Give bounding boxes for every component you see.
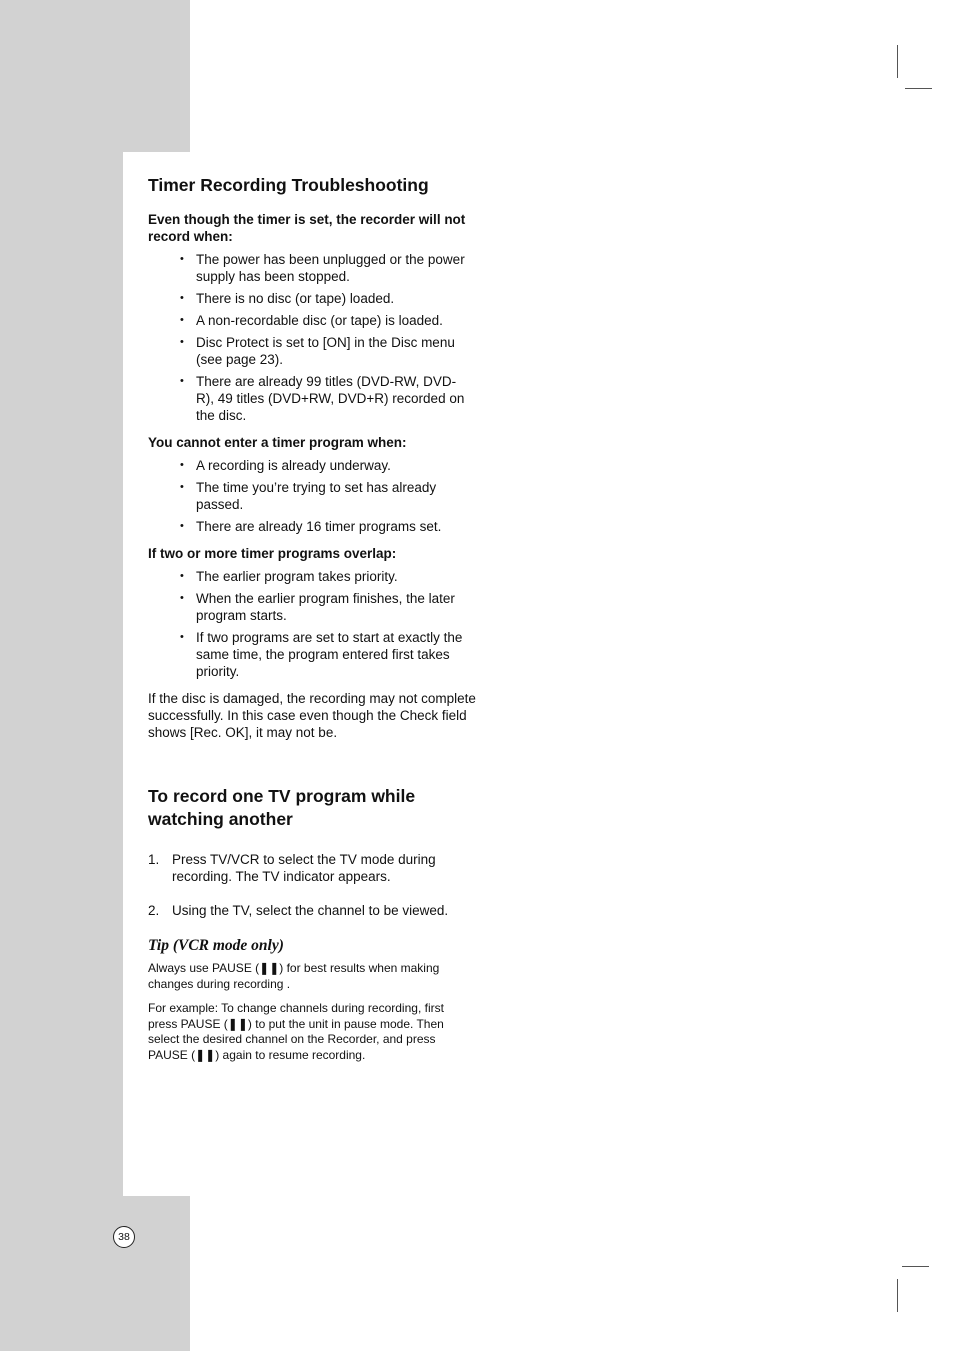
- bullet-list-not-record: [178, 251, 473, 424]
- bullet-item: • When the earlier program finishes, the later program starts.: [178, 590, 473, 624]
- closing-paragraph: If the disc is damaged, the recording may not complete successfully. In this case even though the Check field shows [Rec. OK], it may not be.: [148, 691, 476, 740]
- subheading-programs-overlap: If two or more timer programs overlap:: [148, 546, 397, 561]
- bullet-item: • The earlier program takes priority.: [178, 568, 473, 585]
- step-item: Press TV/VCR to select the TV mode during recording. The TV indicator appears.: [172, 852, 436, 884]
- bullet-item: • There is no disc (or tape) loaded.: [178, 290, 473, 307]
- bullet-item: • A non-recordable disc (or tape) is loaded.: [178, 312, 473, 329]
- crop-mark-top-right-vertical: [897, 45, 898, 78]
- crop-mark-top-right-horizontal: [905, 88, 932, 89]
- page-number-badge: [113, 1226, 135, 1248]
- bullet-item: • Disc Protect is set to [ON] in the Disc menu (see page 23).: [178, 334, 473, 368]
- bullet-item: • The power has been unplugged or the power supply has been stopped.: [178, 251, 473, 285]
- bullet-item: • The time you’re trying to set has already passed.: [178, 479, 473, 513]
- section-title-timer-troubleshooting: Timer Recording Troubleshooting: [148, 175, 429, 195]
- page-area: [123, 152, 954, 1196]
- tip-paragraph-2: For example: To change channels during recording, first press PAUSE (❚❚) to put the unit in pause mode. Then select the desired channel on the Recorder, and press PAUSE (❚❚) again to resume recording.: [148, 1001, 444, 1062]
- content-column: [148, 174, 490, 1072]
- bullet-item: • A recording is already underway.: [178, 457, 473, 474]
- numbered-steps: [148, 851, 483, 919]
- tip-paragraph-1: Always use PAUSE (❚❚) for best results when making changes during recording .: [148, 961, 440, 991]
- step-item: Using the TV, select the channel to be viewed.: [172, 903, 449, 918]
- bullet-list-overlap: [178, 568, 473, 680]
- section-title-record-while-watching: To record one TV program while watching another: [148, 786, 416, 829]
- crop-mark-bottom-right-vertical: [897, 1279, 898, 1312]
- subheading-cannot-enter-timer: You cannot enter a timer program when:: [148, 435, 407, 450]
- tip-heading: Tip (VCR mode only): [148, 937, 284, 954]
- bullet-item: • There are already 99 titles (DVD-RW, DVD-R), 49 titles (DVD+RW, DVD+R) recorded on the disc.: [178, 373, 473, 424]
- subheading-recorder-will-not-record: Even though the timer is set, the recorder will not record when:: [148, 212, 466, 244]
- bullet-item: • If two programs are set to start at exactly the same time, the program entered first takes priority.: [178, 629, 473, 680]
- bullet-item: • There are already 16 timer programs set.: [178, 518, 473, 535]
- page-number: 38: [118, 1231, 130, 1243]
- crop-mark-bottom-right-horizontal: [902, 1266, 929, 1267]
- bullet-list-cannot-enter: [178, 457, 473, 535]
